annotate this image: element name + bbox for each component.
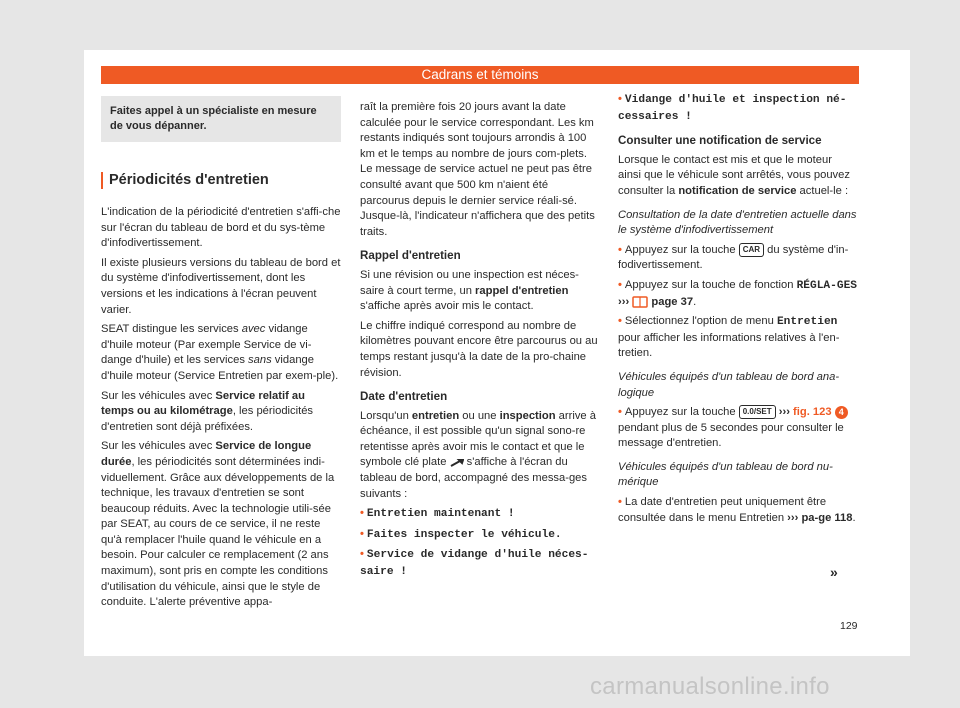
italic-heading: Véhicules équipés d'un tableau de bord nu-mérique [618, 460, 833, 489]
column-3 [618, 92, 858, 530]
section-title: Périodicités d'entretien [101, 172, 341, 189]
watermark: carmanualsonline.info [590, 673, 830, 700]
paragraph: Sur les véhicules avec Service de longue durée, les périodicités sont déterminées indi-viduellement. Grâce aux développements de la technique, les travaux d'entretien se sont beaucoup réduits. Avec la technologie utili-sée par SEAT, au cours de ce service, il ne reste qu'à remplacer l'huile quand le véhicule en a besoin. Pour calculer ce remplacement (2 ans maximum), sont pris en compte les conditions d'utilisation du véhicule, ainsi que le style de conduite. L'alerte préventive appa- [101, 440, 335, 609]
paragraph: Lorsque le contact est mis et que le moteur ainsi que le véhicule sont arrêtés, vous pouvez consulter la notification de service actuel-le : [618, 153, 850, 197]
paragraph: Le chiffre indiqué correspond au nombre de kilomètres pouvant encore être parcourus ou au temps restant jusqu'à la date de la pro-chaine révision. [360, 319, 598, 379]
paragraph: Si une révision ou une inspection est néces-saire à court terme, un rappel d'entretien s'affiche après avoir mis le contact. [360, 268, 579, 313]
list-item: • Sélectionnez l'option de menu Entretien pour afficher les informations relatives à l'en-tretien. [618, 315, 840, 360]
subheading: Consulter une notification de service [618, 134, 822, 148]
list-item: • Entretien maintenant ! [360, 507, 515, 521]
list-item: • Appuyez sur la touche 0.0/SET ››› fig. 123 4 pendant plus de 5 secondes pour consulter le message d'entretien. [618, 405, 858, 452]
manual-page [84, 50, 910, 656]
continue-mark: » [830, 564, 838, 580]
page-number: 129 [840, 620, 858, 632]
paragraph: Lorsqu'un entretien ou une inspection arrive à échéance, il est possible qu'un signal sono-re retentisse après avoir mis le contact et que le symbole clé plate s'affiche à l'écran du tableau de bord, accompagné des messa-ges suivants : [360, 409, 596, 500]
page-header: Cadrans et témoins [101, 66, 859, 84]
list-item: • La date d'entretien peut uniquement être consultée dans le menu Entretien ››› pa-ge 118. [618, 496, 856, 524]
wrench-icon [450, 459, 464, 467]
book-icon [632, 296, 648, 308]
page-link[interactable]: ››› pa-ge 118 [787, 511, 853, 524]
paragraph: Il existe plusieurs versions du tableau de bord et du système d'infodivertissement, dont les versions et les indications à l'écran peuvent varier. [101, 256, 341, 316]
italic-heading: Véhicules équipés d'un tableau de bord ana-logique [618, 370, 840, 399]
subheading: Date d'entretien [360, 390, 448, 404]
list-item: • Appuyez sur la touche de fonction RÉGLA-GES ››› page 37. [618, 278, 858, 308]
car-key-icon: CAR [739, 243, 764, 257]
list-item: • Faites inspecter le véhicule. [360, 527, 562, 541]
callout-number: 4 [835, 406, 848, 419]
list-item: • Service de vidange d'huile néces-saire ! [360, 548, 589, 579]
column-1 [101, 92, 341, 615]
column-2 [360, 100, 600, 585]
list-item: • Appuyez sur la touche CAR du système d'in-fodivertissement. [618, 243, 849, 272]
italic-heading: Consultation de la date d'entretien actuelle dans le système d'infodivertissement [618, 208, 857, 237]
subheading: Rappel d'entretien [360, 249, 461, 263]
figure-link[interactable]: fig. 123 [793, 406, 832, 419]
paragraph: L'indication de la périodicité d'entretien s'affi-che sur l'écran du tableau de bord et du sys-tème d'infodivertissement. [101, 206, 341, 250]
note-box: Faites appel à un spécialiste en mesure de vous dépanner. [101, 96, 341, 142]
paragraph: Sur les véhicules avec Service relatif au temps ou au kilométrage, les périodicités d'entretien sont déjà préfixées. [101, 389, 314, 433]
paragraph: SEAT distingue les services avec vidange d'huile moteur (Par exemple Service de vi-dange d'huile) et les services sans vidange d'huile moteur (Service Entretien par exem-ple). [101, 323, 339, 382]
paragraph: raît la première fois 20 jours avant la date calculée pour le service correspondant. Les km restants indiqués sont toujours arrondis à 100 km et le temps au nombre de jours com-plets. Le message de service actuel ne peut pas être consulté avant que 500 km n'aient été parcourus depuis le dernier service réali-sé. Jusque-là, l'indicateur n'affichera que des petits traits. [360, 101, 595, 238]
list-item: • Vidange d'huile et inspection né-cessaires ! [618, 93, 847, 123]
set-key-icon: 0.0/SET [739, 405, 776, 419]
